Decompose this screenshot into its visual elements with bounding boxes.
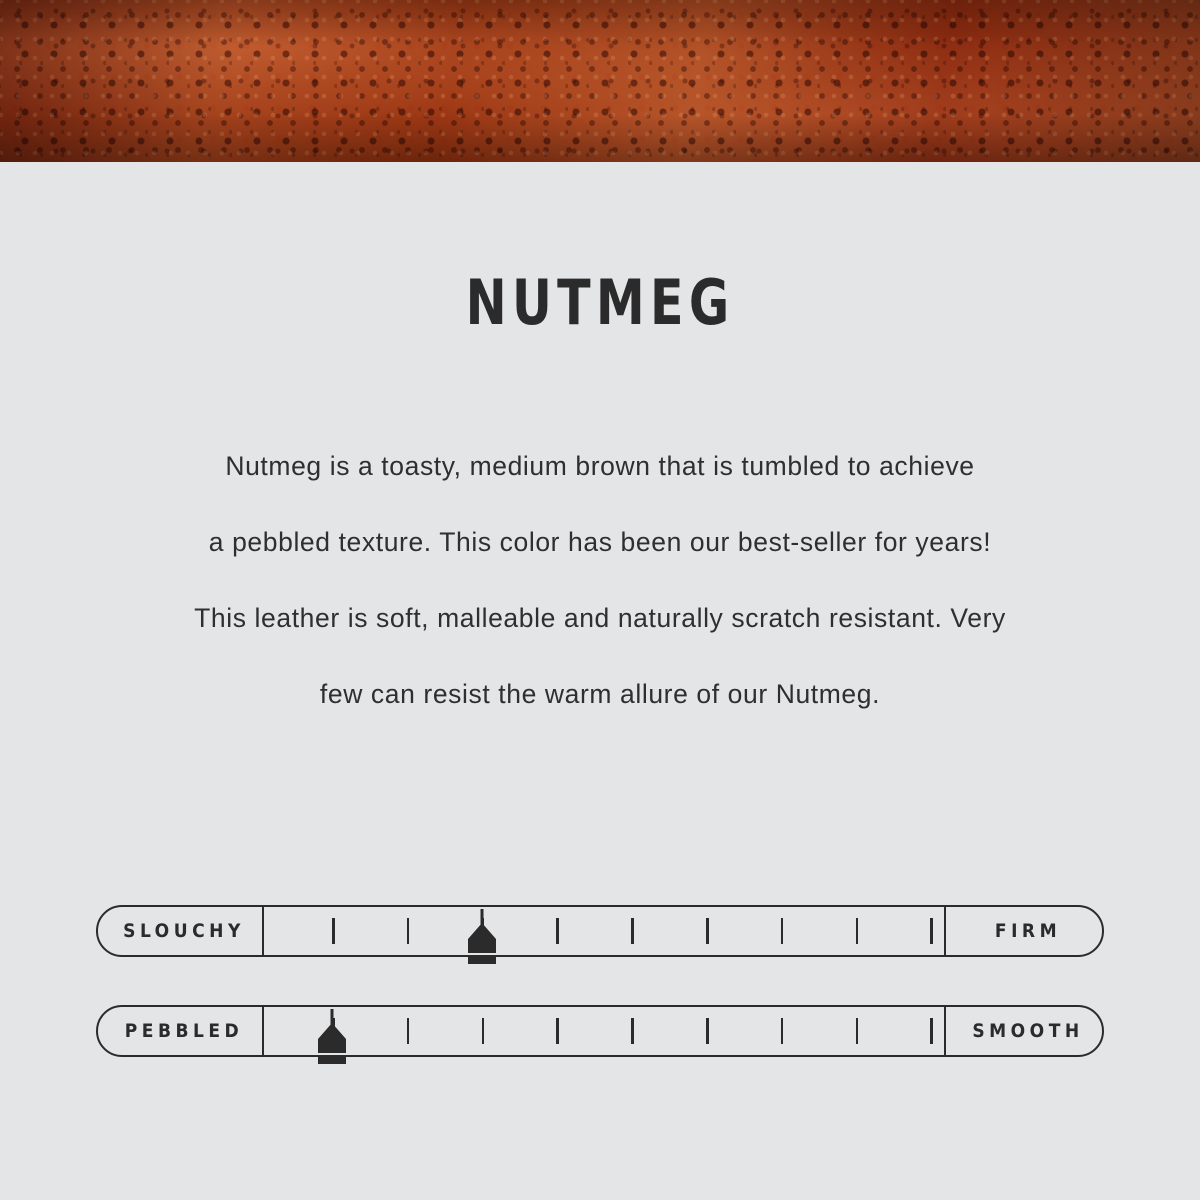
leather-swatch-image — [0, 0, 1200, 162]
color-description — [100, 428, 1100, 732]
slider-handle[interactable] — [462, 909, 502, 975]
slider-tick — [930, 918, 933, 944]
slider-tick — [556, 918, 559, 944]
slider-softness[interactable] — [96, 905, 1104, 957]
slider-left-label: PEBBLED — [96, 1005, 264, 1057]
slider-left-label: SLOUCHY — [96, 905, 264, 957]
slider-handle[interactable] — [312, 1009, 352, 1075]
slider-right-label: FIRM — [944, 905, 1104, 957]
description-line: This leather is soft, malleable and naturally scratch resistant. Very — [194, 603, 1006, 633]
slider-ticks — [264, 905, 944, 957]
slider-tick — [856, 1018, 859, 1044]
slider-tick — [482, 1018, 485, 1044]
slider-tick — [930, 1018, 933, 1044]
slider-tick — [781, 1018, 784, 1044]
slider-right-label: SMOOTH — [944, 1005, 1104, 1057]
description-line: few can resist the warm allure of our Nutmeg. — [319, 679, 881, 709]
leather-vignette — [0, 0, 1200, 162]
slider-ticks — [264, 1005, 944, 1057]
slider-tick — [856, 918, 859, 944]
page-title: NUTMEG — [465, 266, 735, 339]
slider-tick — [407, 918, 410, 944]
slider-tick — [781, 918, 784, 944]
slider-texture[interactable] — [96, 1005, 1104, 1057]
slider-tick — [332, 918, 335, 944]
slider-tick — [407, 1018, 410, 1044]
slider-tick — [706, 918, 709, 944]
description-line: Nutmeg is a toasty, medium brown that is tumbled to achieve — [225, 451, 975, 481]
slider-tick — [706, 1018, 709, 1044]
attribute-scales — [96, 905, 1104, 1105]
description-line: a pebbled texture. This color has been our best-seller for years! — [208, 527, 992, 557]
slider-tick — [631, 918, 634, 944]
slider-tick — [631, 1018, 634, 1044]
slider-tick — [556, 1018, 559, 1044]
